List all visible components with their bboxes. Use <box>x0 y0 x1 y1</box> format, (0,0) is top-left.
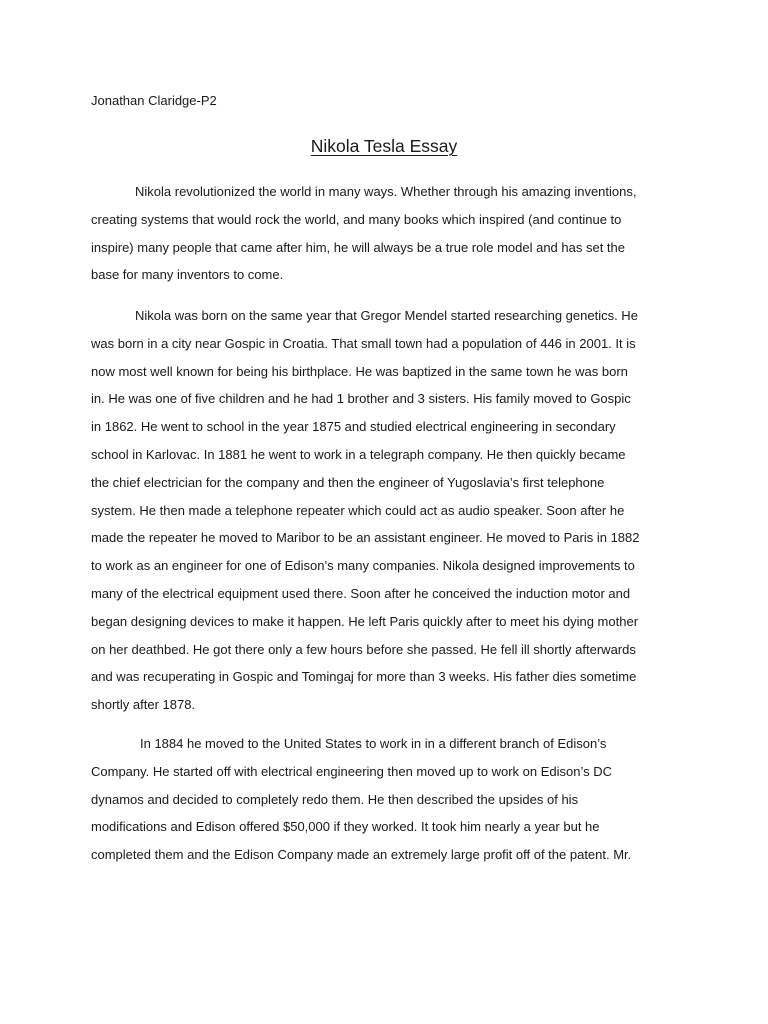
essay-title-text: Nikola Tesla Essay <box>310 136 458 156</box>
paragraph-3 <box>91 730 691 869</box>
text-line: was born in a city near Gospic in Croatia. That small town had a population of 446 in 2001. It is <box>91 335 636 351</box>
text-line: In 1884 he moved to the United States to work in in a different branch of Edison’s <box>140 736 607 751</box>
text-line: and was recuperating in Gospic and Tomingaj for more than 3 weeks. His father dies sometime <box>91 669 637 685</box>
text-line: in. He was one of five children and he had 1 brother and 3 sisters. His family moved to Gospic <box>91 391 631 407</box>
text-line: on her deathbed. He got there only a few hours before she passed. He fell ill shortly afterwards <box>91 641 636 657</box>
paragraph-2 <box>91 302 691 719</box>
text-line: Nikola revolutionized the world in many ways. Whether through his amazing inventions, <box>135 184 637 199</box>
essay-title <box>0 135 768 157</box>
text-line: began designing devices to make it happen. He left Paris quickly after to meet his dying mother <box>91 613 639 629</box>
text-line: inspire) many people that came after him, he will always be a true role model and has set the <box>91 239 625 255</box>
text-line: creating systems that would rock the world, and many books which inspired (and continue to <box>91 211 622 227</box>
text-line: completed them and the Edison Company made an extremely large profit off of the patent. Mr. <box>91 847 632 863</box>
text-line: modifications and Edison offered $50,000 if they worked. It took him nearly a year but he <box>91 819 600 835</box>
text-line: Company. He started off with electrical engineering then moved up to work on Edison’s DC <box>91 763 612 779</box>
text-line: shortly after 1878. <box>91 697 196 713</box>
text-line: the chief electrician for the company and then the engineer of Yugoslavia’s first telephone <box>91 474 605 490</box>
text-line: Nikola was born on the same year that Gregor Mendel started researching genetics. He <box>135 308 638 323</box>
paragraph-1 <box>91 178 691 289</box>
text-line: in 1862. He went to school in the year 1875 and studied electrical engineering in secondary <box>91 419 616 435</box>
text-line: now most well known for being his birthplace. He was baptized in the same town he was born <box>91 363 628 379</box>
text-line: system. He then made a telephone repeater which could act as audio speaker. Soon after he <box>91 502 625 518</box>
text-line: made the repeater he moved to Maribor to be an assistant engineer. He moved to Paris in 1882 <box>91 530 640 546</box>
author-line: Jonathan Claridge-P2 <box>91 93 217 108</box>
text-line: base for many inventors to come. <box>91 267 284 283</box>
text-line: school in Karlovac. In 1881 he went to work in a telegraph company. He then quickly became <box>91 446 626 462</box>
text-line: to work as an engineer for one of Edison’s many companies. Nikola designed improvements to <box>91 558 635 574</box>
text-line: many of the electrical equipment used there. Soon after he conceived the induction motor and <box>91 585 631 601</box>
text-line: dynamos and decided to completely redo them. He then described the upsides of his <box>91 791 579 807</box>
